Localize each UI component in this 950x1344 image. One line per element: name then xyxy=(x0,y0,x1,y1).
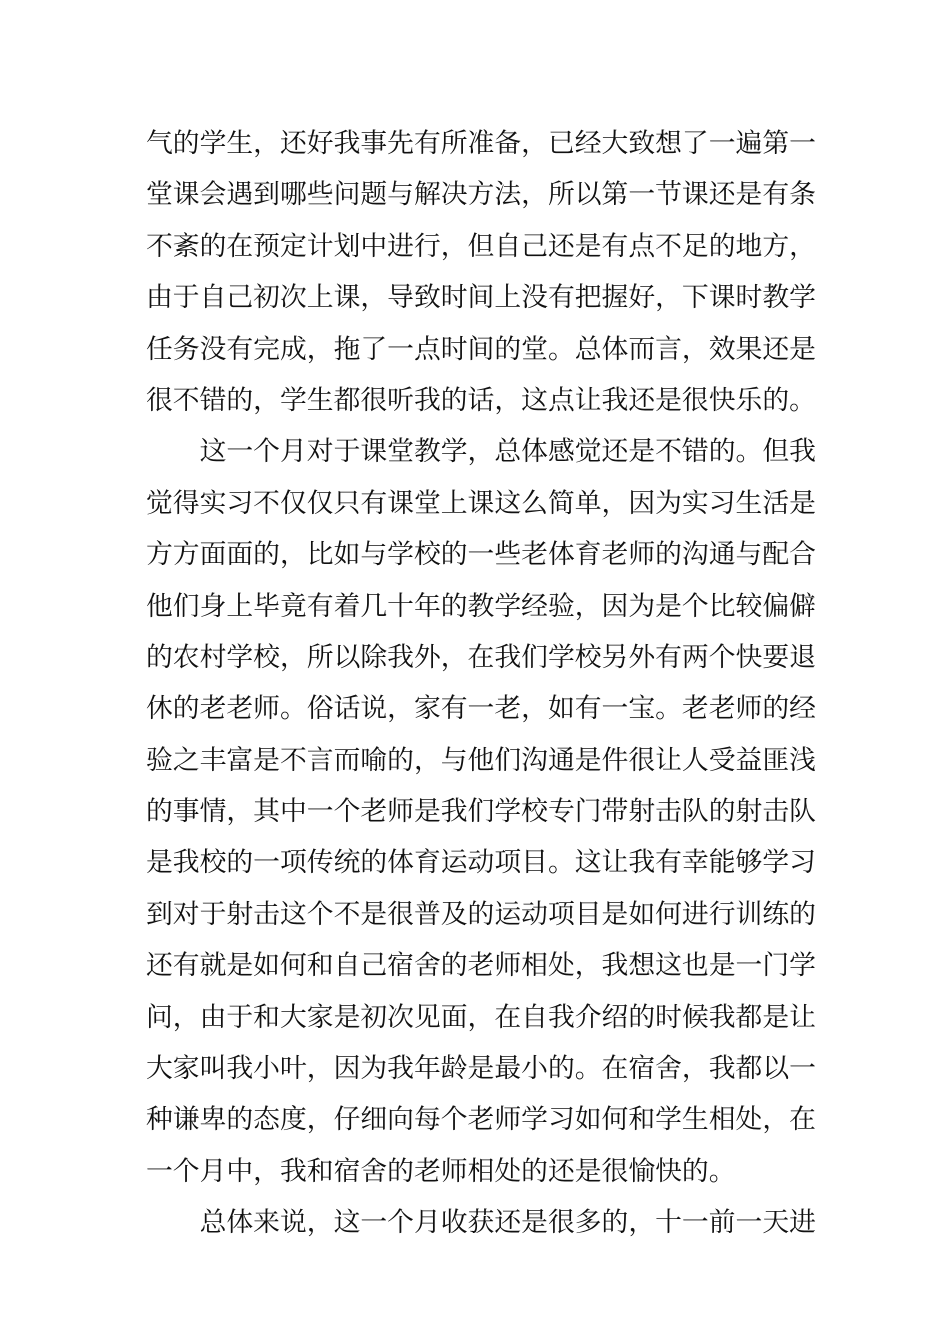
text-line: 任务没有完成，拖了一点时间的堂。总体而言，效果还是 xyxy=(146,333,816,365)
text-line: 觉得实习不仅仅只有课堂上课这么简单，因为实习生活是 xyxy=(146,487,816,519)
text-line: 还有就是如何和自己宿舍的老师相处，我想这也是一门学 xyxy=(146,950,816,982)
text-line: 休的老老师。俗话说，家有一老，如有一宝。老老师的经 xyxy=(146,693,816,725)
text-line: 总体来说，这一个月收获还是很多的，十一前一天进 xyxy=(146,1207,816,1239)
text-line: 到对于射击这个不是很普及的运动项目是如何进行训练的 xyxy=(146,898,816,930)
text-line: 气的学生，还好我事先有所准备，已经大致想了一遍第一 xyxy=(146,128,816,159)
text-line: 验之丰富是不言而喻的，与他们沟通是件很让人受益匪浅 xyxy=(146,744,816,776)
text-line: 的事情，其中一个老师是我们学校专门带射击队的射击队 xyxy=(146,796,816,828)
body-text xyxy=(146,118,816,1249)
text-line: 种谦卑的态度，仔细向每个老师学习如何和学生相处，在 xyxy=(146,1104,816,1136)
text-line: 不紊的在预定计划中进行，但自己还是有点不足的地方， xyxy=(146,230,816,262)
text-line: 方方面面的，比如与学校的一些老体育老师的沟通与配合 xyxy=(146,539,816,571)
text-line: 堂课会遇到哪些问题与解决方法，所以第一节课还是有条 xyxy=(146,179,816,211)
text-line: 大家叫我小叶，因为我年龄是最小的。在宿舍，我都以一 xyxy=(146,1053,816,1085)
text-line: 一个月中，我和宿舍的老师相处的还是很愉快的。 xyxy=(146,1155,736,1187)
text-line: 问，由于和大家是初次见面，在自我介绍的时候我都是让 xyxy=(146,1001,816,1033)
text-line: 很不错的，学生都很听我的话，这点让我还是很快乐的。 xyxy=(146,384,816,416)
text-line: 他们身上毕竟有着几十年的教学经验，因为是个比较偏僻 xyxy=(146,590,816,622)
text-line: 的农村学校，所以除我外，在我们学校另外有两个快要退 xyxy=(146,641,816,673)
text-line: 由于自己初次上课，导致时间上没有把握好，下课时教学 xyxy=(146,282,816,314)
text-line: 是我校的一项传统的体育运动项目。这让我有幸能够学习 xyxy=(146,847,816,879)
text-line: 这一个月对于课堂教学，总体感觉还是不错的。但我 xyxy=(146,436,816,468)
